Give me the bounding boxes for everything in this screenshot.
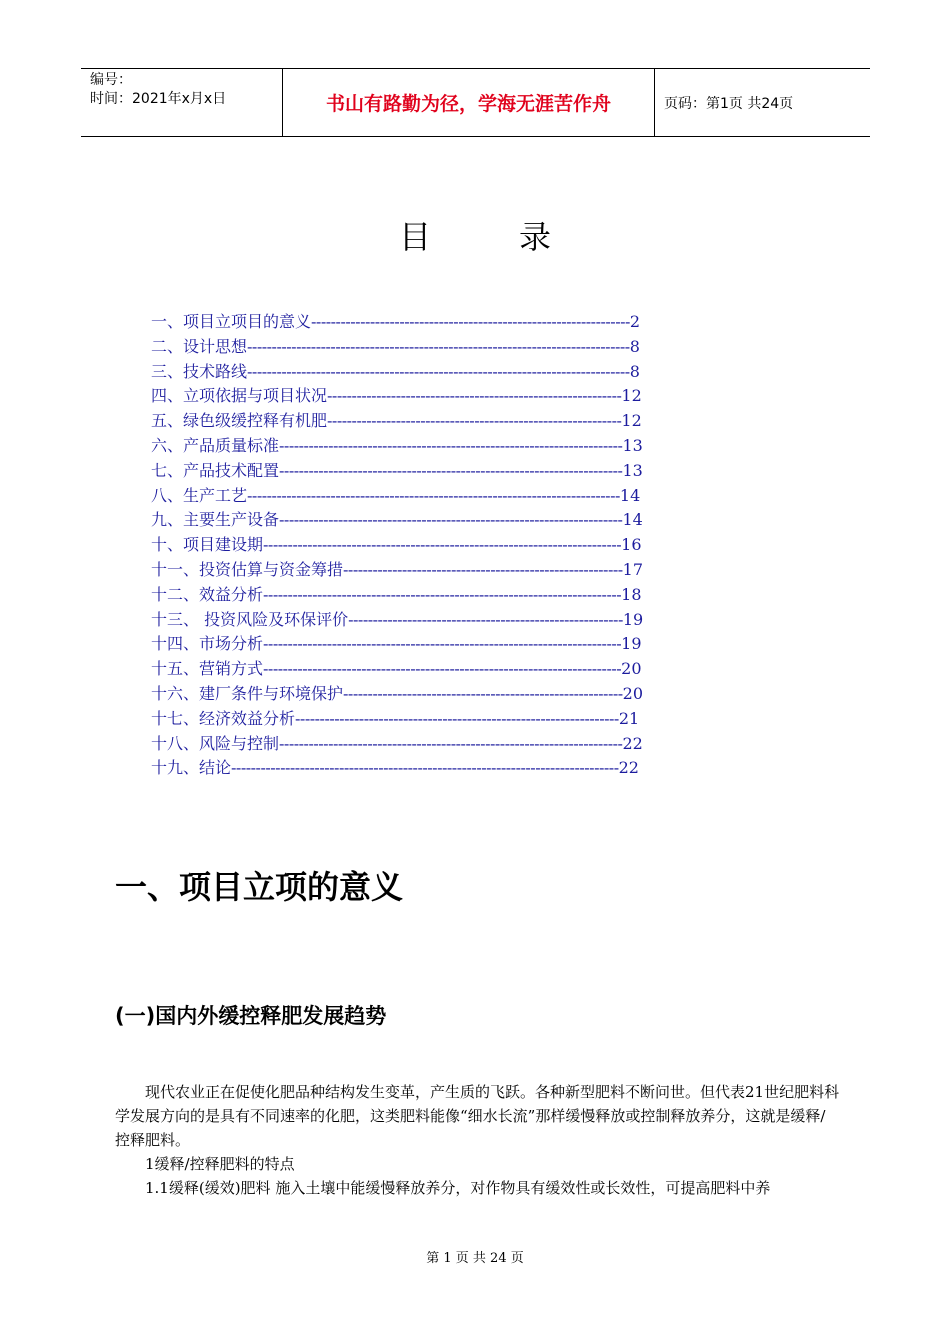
toc-item[interactable] [151,310,661,335]
toc-leader: -------------------------------------------------------- [348,609,623,629]
toc-leader: ---------------------------------------------------------------------------- [247,485,620,505]
toc-item-label: 十五、营销方式 [151,659,264,679]
toc-item-label: 八、生产工艺 [151,485,248,505]
toc-item[interactable] [151,583,661,608]
toc-item-page: 2 [629,312,641,331]
toc-leader: ------------------------------------------------------------------------- [263,634,622,654]
toc-item-page: 20 [621,659,642,679]
toc-item-label: 二、设计思想 [151,336,248,356]
header-meta [81,69,282,136]
toc-item-page: 16 [621,535,642,555]
toc-item[interactable] [151,384,661,409]
paragraph: 1.1缓释(缓效)肥料 施入土壤中能缓慢释放养分，对作物具有缓效性或长效性，可提高肥料中养 [145,1179,771,1197]
toc-item[interactable] [151,632,661,657]
toc-leader: ------------------------------------------------------------------------------- [231,758,619,778]
paragraph: 1缓释/控释肥料的特点 [145,1155,295,1173]
paragraph: 现代农业正在促使化肥品种结构发生变革，产生质的飞跃。各种新型肥料不断问世。但代表21世纪肥料科学发展方向的是具有不同速率的化肥，这类肥料能像“细水长流”那样缓慢释放或控制释放养分，这就是缓释/控释肥料。 [115,1083,840,1149]
toc-item-label: 六、产品质量标准 [151,435,280,455]
toc-leader: --------------------------------------------------------- [343,559,623,579]
toc-item-label: 四、立项依据与项目状况 [151,386,328,406]
toc-item-label: 十、项目建设期 [151,535,264,555]
table-of-contents [151,310,661,781]
toc-item[interactable] [151,434,661,459]
toc-item-label: 十七、经济效益分析 [151,708,296,728]
toc-item[interactable] [151,707,661,732]
toc-item[interactable] [151,508,661,533]
toc-item[interactable] [151,360,661,385]
toc-item-page: 13 [622,435,643,455]
toc-item-label: 十一、投资估算与资金筹措 [151,559,344,579]
toc-item-page: 14 [619,485,641,505]
header-page-info: 页码：第1页 共24页 [664,95,794,112]
header-motto: 书山有路勤为径，学海无涯苦作舟 [282,69,655,136]
toc-leader: ------------------------------------------------------------ [327,386,622,406]
section-heading: 一、项目立项的意义 [115,868,404,906]
toc-item-label: 三、技术路线 [151,361,248,381]
section-subheading: (一)国内外缓控释肥发展趋势 [115,1004,387,1028]
page-header [81,68,870,137]
toc-item-page: 12 [621,386,642,406]
toc-item-page: 20 [622,683,644,703]
toc-item-label: 十四、市场分析 [151,634,264,654]
toc-item[interactable] [151,608,661,633]
toc-item-page: 12 [621,411,642,431]
toc-leader: ------------------------------------------------------------ [327,411,622,431]
toc-item-page: 22 [622,733,643,753]
toc-leader: ------------------------------------------------------------------------------ [247,336,630,356]
toc-item-label: 十九、结论 [151,758,232,778]
toc-item-label: 七、产品技术配置 [151,460,280,480]
toc-leader: ---------------------------------------------------------------------- [279,435,623,455]
toc-item-label: 一、项目立项目的意义 [151,312,312,331]
toc-item[interactable] [151,657,661,682]
toc-leader: ----------------------------------------------------------------- [311,312,630,331]
toc-item-page: 8 [629,361,640,381]
body-text [115,1080,840,1200]
toc-leader: ------------------------------------------------------------------------- [263,659,622,679]
toc-item[interactable] [151,335,661,360]
toc-item-label: 五、绿色级缓控释有机肥 [151,411,328,431]
number-label: 编号： [90,72,132,88]
toc-item-label: 十八、风险与控制 [151,733,280,753]
toc-item-page: 8 [629,336,640,356]
toc-leader: ------------------------------------------------------------------------- [263,584,622,604]
toc-item-page: 19 [621,634,642,654]
toc-leader: ------------------------------------------------------------------------------ [247,361,630,381]
toc-item-page: 19 [622,609,644,629]
toc-leader: ---------------------------------------------------------------------- [279,510,623,530]
date-label: 时间：2021年x月x日 [90,91,227,107]
toc-item[interactable] [151,459,661,484]
toc-item[interactable] [151,484,661,509]
toc-item[interactable] [151,409,661,434]
toc-leader: ---------------------------------------------------------------------- [279,460,623,480]
toc-leader: ---------------------------------------------------------------------- [279,733,623,753]
toc-item[interactable] [151,756,661,781]
toc-item-label: 十三、 投资风险及环保评价 [151,609,349,629]
toc-item[interactable] [151,732,661,757]
toc-leader: ------------------------------------------------------------------ [295,708,619,728]
toc-item[interactable] [151,558,661,583]
toc-item-label: 十二、效益分析 [151,584,264,604]
toc-item[interactable] [151,682,661,707]
toc-item-page: 21 [618,708,640,728]
toc-item-page: 18 [621,584,642,604]
toc-item-page: 17 [622,559,644,579]
toc-item-label: 九、主要生产设备 [151,510,280,530]
toc-item-page: 14 [622,510,643,530]
page-footer: 第 1 页 共 24 页 [426,1251,524,1266]
toc-item[interactable] [151,533,661,558]
toc-leader: --------------------------------------------------------- [343,683,623,703]
toc-item-page: 13 [622,460,643,480]
toc-item-page: 22 [618,758,639,778]
toc-leader: ------------------------------------------------------------------------- [263,535,622,555]
toc-title: 目录 [398,218,639,256]
toc-item-label: 十六、建厂条件与环境保护 [151,683,344,703]
